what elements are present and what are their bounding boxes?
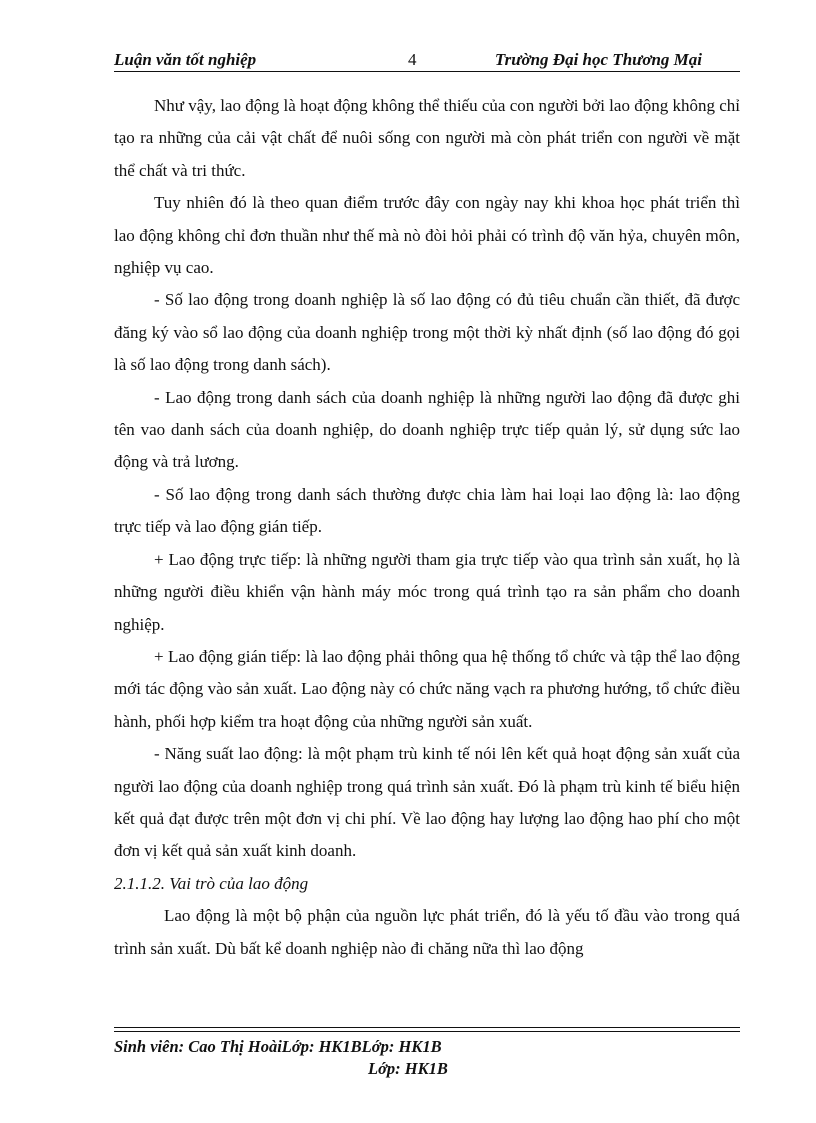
header-rule	[114, 71, 740, 72]
header-university: Trường Đại học Thương Mại	[494, 50, 702, 69]
footer-class-line: Lớp: HK1B	[368, 1059, 448, 1078]
page-number: 4	[408, 50, 417, 69]
paragraph: + Lao động gián tiếp: là lao động phải thông qua hệ thống tổ chức và tập thể lao động mới tác động vào sản xuất. Lao động này có chức năng vạch ra phương hướng, tổ chức điều hành, phối hợp kiểm tra hoạt động của những người sản xuất.	[114, 646, 740, 731]
page-footer	[114, 1036, 740, 1080]
paragraph: Tuy nhiên đó là theo quan điểm trước đây con ngày nay khi khoa học phát triển thì lao động không chỉ đơn thuần như thế mà nò đòi hỏi phải có trình độ văn hỷa, chuyên môn, nghiệp vụ cao.	[114, 193, 740, 278]
footer-student-line: Sinh viên: Cao Thị HoàiLớp: HK1BLớp: HK1B	[114, 1037, 442, 1056]
footer-rule-top	[114, 1027, 740, 1028]
paragraph: Lao động là một bộ phận của nguồn lực phát triển, đó là yếu tố đầu vào trong quá trình sản xuất. Dù bất kể doanh nghiệp nào đi chăng nữa thì lao động	[114, 906, 740, 958]
footer-rule-bottom	[114, 1031, 740, 1032]
page-header	[114, 48, 740, 72]
paragraph: + Lao động trực tiếp: là những người tham gia trực tiếp vào qua trình sản xuất, họ là những người điều khiển vận hành máy móc trong quá trình tạo ra sản phẩm cho doanh nghiệp.	[114, 549, 740, 634]
document-body	[114, 90, 740, 965]
paragraph: Như vậy, lao động là hoạt động không thể thiếu của con người bởi lao động không chỉ tạo ra những của cải vật chất để nuôi sống con người mà còn phát triển con người về mặt thể chất và tri thức.	[114, 96, 740, 180]
section-heading: 2.1.1.2. Vai trò của lao động	[114, 873, 309, 893]
paragraph: - Lao động trong danh sách của doanh nghiệp là những người lao động đã được ghi tên vao danh sách của doanh nghiệp, do doanh nghiệp trực tiếp quản lý, sử dụng sức lao động và trả lương.	[114, 387, 740, 472]
header-thesis-label: Luận văn tốt nghiệp	[114, 50, 257, 69]
paragraph: - Số lao động trong doanh nghiệp là số lao động có đủ tiêu chuẩn cần thiết, đã được đăng ký vào sổ lao động của doanh nghiệp trong một thời kỳ nhất định (số lao động đó gọi là số lao động trong danh sách).	[114, 290, 740, 375]
paragraph: - Số lao động trong danh sách thường được chia làm hai loại lao động là: lao động trực tiếp và lao động gián tiếp.	[114, 484, 740, 537]
paragraph: - Năng suất lao động: là một phạm trù kinh tế nói lên kết quả hoạt động sản xuất của người lao động của doanh nghiệp trong quá trình sản xuất. Đó là phạm trù kinh tế biểu hiện kết quả đạt được trên một đơn vị chi phí. Về lao động hay lượng lao động hao phí cho một đơn vị kết quả sản xuất kinh doanh.	[114, 744, 740, 861]
